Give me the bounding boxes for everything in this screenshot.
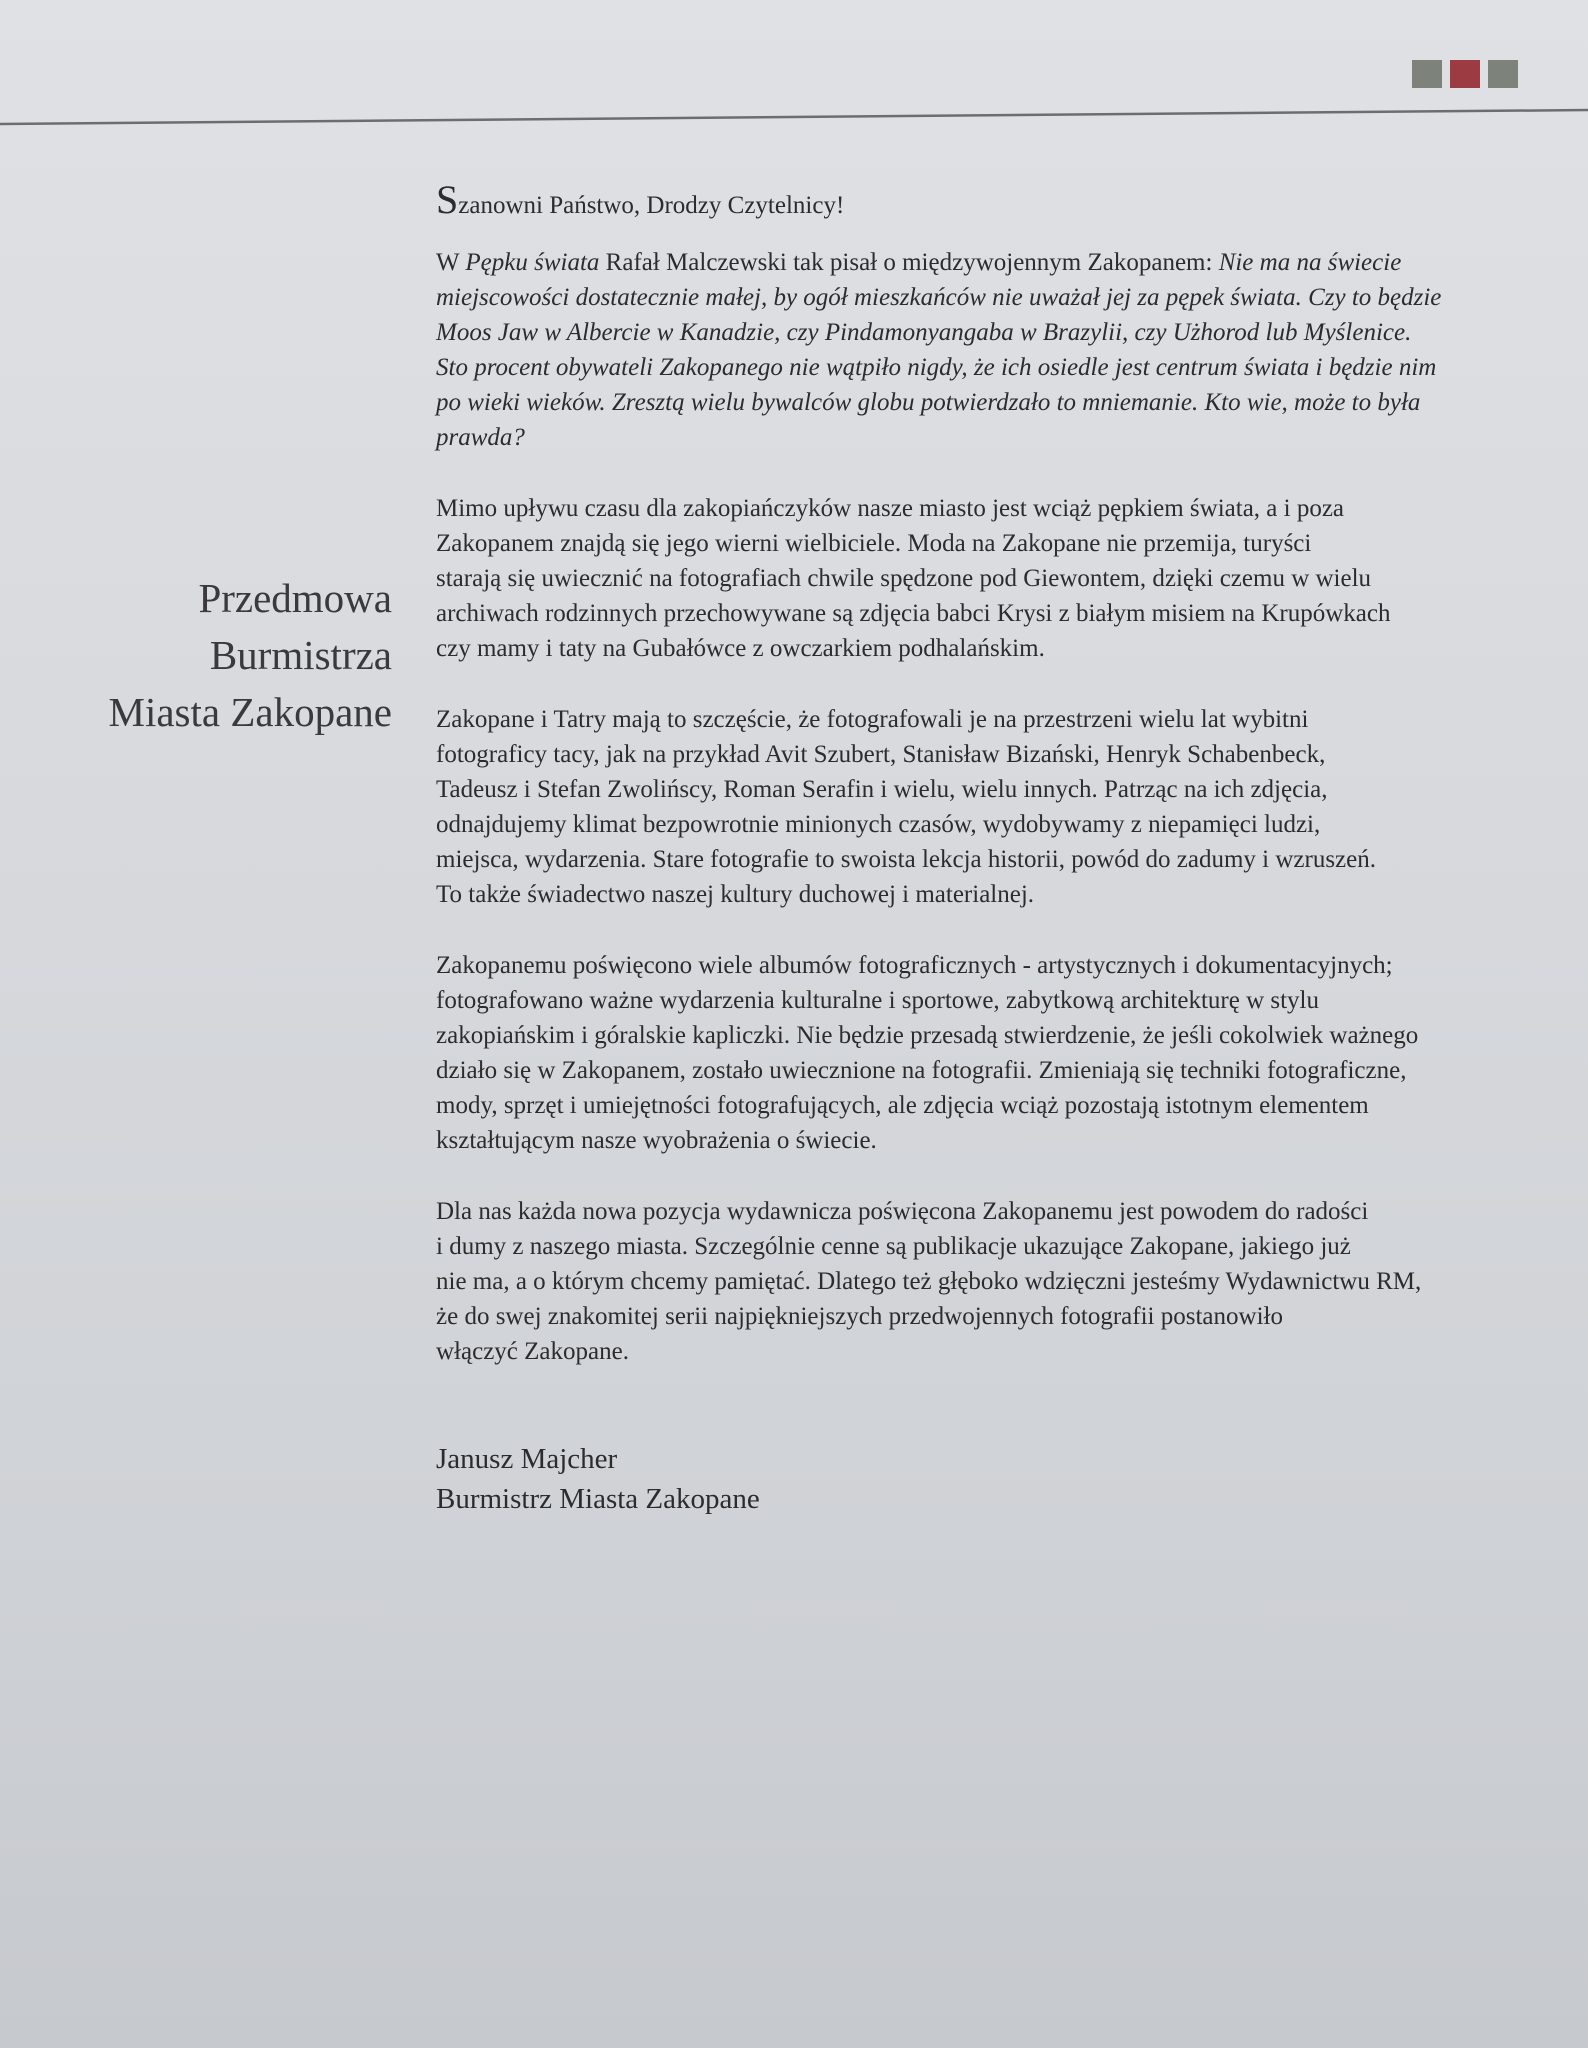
paragraph-line: To także świadectwo naszej kultury duchowej i materialnej.	[436, 881, 1035, 908]
paragraph-line: fotograficy tacy, jak na przykład Avit Szubert, Stanisław Bizański, Henryk Schabenbeck,	[436, 741, 1326, 768]
paragraph-5	[436, 1194, 1536, 1369]
paragraph-line: zakopiańskim i góralskie kapliczki. Nie będzie przesadą stwierdzenie, że jeśli cokolwiek ważnego	[436, 1022, 1419, 1049]
salutation-text: zanowni Państwo, Drodzy Czytelnicy!	[458, 192, 845, 219]
gray-square-right	[1488, 60, 1518, 88]
side-title-line: Miasta Zakopane	[108, 689, 392, 735]
header-rule	[0, 108, 1588, 132]
side-title-line: Burmistrza	[209, 632, 392, 678]
salutation	[436, 177, 1536, 223]
book-title: Pępku świata	[465, 249, 600, 276]
paragraph-line: kształtującym nasze wyobrażenia o świecie.	[436, 1127, 877, 1154]
paragraph-line: Tadeusz i Stefan Zwolińscy, Roman Serafin i wielu, wielu innych. Patrząc na ich zdjęcia,	[436, 776, 1328, 803]
signature-title: Burmistrz Miasta Zakopane	[436, 1483, 760, 1515]
header-squares	[1412, 60, 1518, 88]
salutation-initial: S	[436, 177, 459, 222]
paragraph-line: że do swej znakomitej serii najpiękniejszych przedwojennych fotografii postanowiło	[436, 1303, 1283, 1330]
paragraph-line: Zakopane i Tatry mają to szczęście, że fotografowali je na przestrzeni wielu lat wybitni	[436, 706, 1309, 733]
text-w: W	[436, 249, 466, 276]
paragraph-line: nie ma, a o którym chcemy pamiętać. Dlatego też głęboko wdzięczni jesteśmy Wydawnictwu RM,	[436, 1268, 1422, 1295]
paragraph-line: i dumy z naszego miasta. Szczególnie cenne są publikacje ukazujące Zakopane, jakiego już	[436, 1233, 1351, 1260]
lead-text: Rafał Malczewski tak pisał o międzywojennym Zakopanem:	[599, 249, 1219, 276]
signature	[436, 1439, 1536, 1519]
paragraph-line: działo się w Zakopanem, zostało uwiecznione na fotografii. Zmieniają się techniki fotograficzne,	[436, 1057, 1407, 1084]
paragraph-line: Zakopanem znajdą się jego wierni wielbiciele. Moda na Zakopane nie przemija, turyści	[436, 530, 1312, 557]
quote-line: miejscowości dostatecznie małej, by ogół mieszkańców nie uważał jej za pępek świata. Czy to będzie	[436, 284, 1442, 311]
paragraph-line: starają się uwiecznić na fotografiach chwile spędzone pod Giewontem, dzięki czemu w wielu	[436, 565, 1372, 592]
red-square	[1450, 60, 1480, 88]
paragraph-line: fotografowano ważne wydarzenia kulturalne i sportowe, zabytkową architekturę w stylu	[436, 987, 1320, 1014]
quote-start: Nie ma na świecie	[1218, 249, 1402, 276]
paragraph-line: Dla nas każda nowa pozycja wydawnicza poświęcona Zakopanemu jest powodem do radości	[436, 1198, 1369, 1225]
paragraph-line: Mimo upływu czasu dla zakopiańczyków nasze miasto jest wciąż pępkiem świata, a i poza	[436, 495, 1345, 522]
quote-line: Moos Jaw w Albercie w Kanadzie, czy Pindamonyangaba w Brazylii, czy Użhorod lub Myślenice.	[436, 319, 1412, 346]
paragraph-2	[436, 491, 1536, 666]
side-title-line: Przedmowa	[198, 575, 392, 621]
paragraph-3	[436, 702, 1536, 912]
paragraph-line	[436, 245, 1536, 280]
paragraph-line: Zakopanemu poświęcono wiele albumów fotograficznych - artystycznych i dokumentacyjnych;	[436, 952, 1393, 979]
paragraph-line: miejsca, wydarzenia. Stare fotografie to swoista lekcja historii, powód do zadumy i wzruszeń.	[436, 846, 1376, 873]
paragraph-4	[436, 948, 1536, 1158]
quote-line: Sto procent obywateli Zakopanego nie wątpiło nigdy, że ich osiedle jest centrum świata i będzie nim	[436, 354, 1437, 381]
paragraph-line: czy mamy i taty na Gubałówce z owczarkiem podhalańskim.	[436, 635, 1045, 662]
letter-body	[436, 177, 1536, 1519]
paragraph-1	[436, 245, 1536, 455]
paragraph-line: archiwach rodzinnych przechowywane są zdjęcia babci Krysi z białym misiem na Krupówkach	[436, 600, 1391, 627]
paragraph-line: mody, sprzęt i umiejętności fotografujących, ale zdjęcia wciąż pozostają istotnym elementem	[436, 1092, 1369, 1119]
paragraph-line: włączyć Zakopane.	[436, 1338, 629, 1365]
quote-line: po wieki wieków. Zresztą wielu bywalców globu potwierdzało to mniemanie. Kto wie, może to była	[436, 389, 1421, 416]
quote-line: prawda?	[436, 424, 525, 451]
paragraph-line: odnajdujemy klimat bezpowrotnie minionych czasów, wydobywamy z niepamięci ludzi,	[436, 811, 1321, 838]
signature-name: Janusz Majcher	[436, 1443, 618, 1475]
gray-square-left	[1412, 60, 1442, 88]
side-title	[60, 570, 392, 741]
